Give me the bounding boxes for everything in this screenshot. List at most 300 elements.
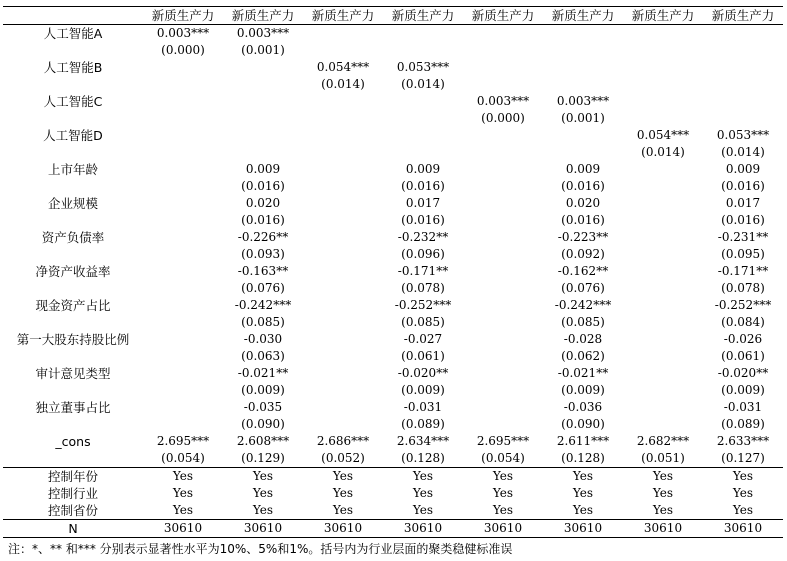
table-cell (623, 178, 703, 195)
row-label (3, 110, 143, 127)
table-cell (303, 25, 383, 43)
table-cell: -0.163** (237, 264, 289, 278)
table-cell (303, 365, 383, 382)
column-header: 新质生产力 (143, 7, 223, 25)
coef-row (3, 127, 783, 144)
table-cell: 30610 (703, 520, 783, 538)
table-cell (303, 280, 383, 297)
table-cell (303, 297, 383, 314)
row-label: 控制省份 (47, 503, 98, 518)
table-cell: Yes (463, 468, 543, 486)
table-cell: 0.020 (245, 196, 281, 210)
row-label: 企业规模 (47, 196, 98, 211)
table-cell (223, 127, 303, 144)
table-cell (623, 399, 703, 416)
row-label: 第一大股东持股比例 (16, 332, 130, 347)
table-cell (303, 382, 383, 399)
coef-row (3, 195, 783, 212)
table-cell: (0.085) (561, 315, 605, 329)
header-row (3, 7, 783, 25)
table-cell: (0.051) (641, 451, 685, 465)
table-cell: (0.014) (721, 145, 765, 159)
table-cell (143, 348, 223, 365)
table-cell (143, 59, 223, 76)
table-cell: Yes (703, 468, 783, 486)
table-cell: 2.686*** (316, 434, 370, 448)
table-cell: 2.695*** (476, 434, 530, 448)
table-cell: Yes (572, 486, 594, 500)
table-cell: (0.096) (401, 247, 445, 261)
coef-row (3, 331, 783, 348)
table-cell: (0.052) (321, 451, 365, 465)
table-cell: 2.611*** (556, 434, 610, 448)
table-cell: 30610 (463, 520, 543, 538)
table-cell: 0.003*** (156, 26, 210, 40)
table-cell (623, 161, 703, 178)
table-cell: 0.054*** (636, 128, 690, 142)
table-cell: -0.252*** (394, 298, 452, 312)
table-cell (623, 212, 703, 229)
table-cell: Yes (412, 486, 434, 500)
control-row (3, 485, 783, 502)
table-cell (303, 348, 383, 365)
se-row (3, 450, 783, 468)
row-label: 现金资产占比 (35, 298, 111, 313)
table-cell: 0.009 (565, 162, 601, 176)
table-cell (383, 127, 463, 144)
table-cell: (0.090) (241, 417, 285, 431)
table-cell: Yes (732, 503, 754, 517)
row-label: 净资产收益率 (35, 264, 111, 279)
table-cell: (0.014) (321, 77, 365, 91)
row-label (3, 212, 143, 229)
table-cell (303, 246, 383, 263)
table-cell: (0.016) (401, 213, 445, 227)
table-cell: 2.608*** (236, 434, 290, 448)
table-cell: (0.054) (481, 451, 525, 465)
table-cell (223, 59, 303, 76)
row-label (3, 280, 143, 297)
table-cell (703, 110, 783, 127)
row-label (3, 42, 143, 59)
table-cell: Yes (623, 468, 703, 486)
table-cell (143, 382, 223, 399)
se-row (3, 348, 783, 365)
table-cell (143, 161, 223, 178)
table-cell (143, 280, 223, 297)
table-cell: (0.001) (241, 43, 285, 57)
table-cell (703, 25, 783, 43)
table-cell: (0.084) (721, 315, 765, 329)
table-cell (463, 42, 543, 59)
table-cell: -0.223** (557, 230, 609, 244)
table-cell (143, 93, 223, 110)
table-cell: 2.633*** (716, 434, 770, 448)
table-cell: 0.009 (405, 162, 441, 176)
table-cell: -0.035 (243, 400, 283, 414)
table-cell: Yes (332, 503, 354, 517)
table-cell: -0.171** (397, 264, 449, 278)
table-cell: -0.026 (723, 332, 763, 346)
table-cell: 30610 (623, 520, 703, 538)
table-cell (463, 178, 543, 195)
table-cell: 30610 (543, 520, 623, 538)
table-cell: (0.128) (561, 451, 605, 465)
table-cell: (0.016) (561, 213, 605, 227)
table-cell: 30610 (383, 520, 463, 538)
table-cell (463, 59, 543, 76)
table-cell: -0.232** (397, 230, 449, 244)
table-cell: 0.017 (405, 196, 441, 210)
table-cell (223, 144, 303, 161)
table-cell (623, 93, 703, 110)
row-label: 人工智能A (43, 26, 103, 41)
coef-row (3, 297, 783, 314)
row-label: 人工智能B (43, 60, 103, 75)
row-label: 资产负债率 (41, 230, 105, 245)
table-cell: (0.016) (241, 213, 285, 227)
table-cell (463, 263, 543, 280)
column-header: 新质生产力 (703, 7, 783, 25)
se-row (3, 212, 783, 229)
row-label (3, 314, 143, 331)
column-header: 新质生产力 (623, 7, 703, 25)
table-cell (463, 212, 543, 229)
table-cell (623, 365, 703, 382)
table-cell: Yes (492, 486, 514, 500)
row-label: N (3, 520, 143, 538)
table-cell: Yes (223, 468, 303, 486)
table-note: 注：*、** 和*** 分别表示显著性水平为10%、5%和1%。括号内为行业层面的聚类稳健标准误 (8, 542, 513, 556)
table-cell: (0.076) (241, 281, 285, 295)
table-cell: 0.017 (725, 196, 761, 210)
table-cell: (0.009) (241, 383, 285, 397)
table-cell (623, 416, 703, 433)
table-cell (383, 25, 463, 43)
table-cell: (0.009) (561, 383, 605, 397)
table-cell: -0.036 (563, 400, 603, 414)
table-cell (143, 297, 223, 314)
row-label (3, 178, 143, 195)
se-row (3, 382, 783, 399)
regression-table (3, 6, 783, 538)
table-cell: (0.078) (721, 281, 765, 295)
table-cell (623, 25, 703, 43)
table-cell: (0.093) (241, 247, 285, 261)
table-cell: (0.078) (401, 281, 445, 295)
table-cell: -0.028 (563, 332, 603, 346)
table-cell: (0.016) (401, 179, 445, 193)
table-cell: (0.000) (481, 111, 525, 125)
table-cell: -0.242*** (554, 298, 612, 312)
table-cell (383, 110, 463, 127)
table-cell: 0.009 (725, 162, 761, 176)
se-row (3, 110, 783, 127)
table-cell: (0.085) (241, 315, 285, 329)
table-cell: 30610 (223, 520, 303, 538)
table-cell: (0.009) (721, 383, 765, 397)
table-cell (463, 365, 543, 382)
table-cell (623, 76, 703, 93)
table-cell (623, 314, 703, 331)
table-cell: (0.016) (561, 179, 605, 193)
table-cell: 0.020 (565, 196, 601, 210)
table-cell: (0.016) (241, 179, 285, 193)
table-cell: (0.061) (401, 349, 445, 363)
table-cell: Yes (252, 486, 274, 500)
table-cell: -0.027 (403, 332, 443, 346)
table-cell: (0.129) (241, 451, 285, 465)
row-label: 人工智能D (43, 128, 103, 143)
table-cell: Yes (332, 486, 354, 500)
table-cell: 0.003*** (236, 26, 290, 40)
column-header: 新质生产力 (383, 7, 463, 25)
table-cell (303, 178, 383, 195)
table-cell: (0.128) (401, 451, 445, 465)
table-cell (143, 127, 223, 144)
table-cell (463, 229, 543, 246)
table-cell (463, 348, 543, 365)
table-cell (143, 246, 223, 263)
row-label (3, 416, 143, 433)
coef-row (3, 25, 783, 43)
column-header: 新质生产力 (543, 7, 623, 25)
table-cell: -0.231** (717, 230, 769, 244)
row-label: 人工智能C (43, 94, 103, 109)
table-cell (623, 42, 703, 59)
table-cell (463, 314, 543, 331)
table-cell (463, 195, 543, 212)
table-cell (463, 161, 543, 178)
table-cell (303, 42, 383, 59)
table-cell: Yes (172, 503, 194, 517)
table-cell (543, 42, 623, 59)
table-cell (223, 76, 303, 93)
row-label (3, 246, 143, 263)
control-row (3, 468, 783, 486)
table-cell (143, 365, 223, 382)
table-cell: (0.016) (721, 213, 765, 227)
table-cell (143, 416, 223, 433)
table-cell (623, 280, 703, 297)
coef-row (3, 399, 783, 416)
coef-row (3, 365, 783, 382)
table-cell: Yes (252, 503, 274, 517)
table-cell (543, 127, 623, 144)
table-cell (223, 110, 303, 127)
row-label (3, 450, 143, 468)
table-cell (143, 331, 223, 348)
table-cell (143, 195, 223, 212)
table-cell (463, 280, 543, 297)
table-cell: (0.089) (721, 417, 765, 431)
table-cell: (0.014) (641, 145, 685, 159)
table-cell: -0.162** (557, 264, 609, 278)
table-cell: Yes (303, 468, 383, 486)
table-cell (623, 110, 703, 127)
coef-row (3, 433, 783, 450)
coef-row (3, 263, 783, 280)
row-label (3, 382, 143, 399)
table-cell (143, 178, 223, 195)
table-cell (623, 331, 703, 348)
table-cell (623, 382, 703, 399)
table-cell (543, 59, 623, 76)
table-cell (703, 93, 783, 110)
table-cell (463, 416, 543, 433)
row-label: 独立董事占比 (35, 400, 111, 415)
table-cell: (0.016) (721, 179, 765, 193)
row-label (3, 348, 143, 365)
table-cell: 0.003*** (556, 94, 610, 108)
table-cell: 0.053*** (716, 128, 770, 142)
row-label: _cons (55, 434, 91, 449)
table-cell (623, 297, 703, 314)
table-cell: 30610 (303, 520, 383, 538)
table-cell: -0.030 (243, 332, 283, 346)
table-cell (463, 331, 543, 348)
table-cell (303, 416, 383, 433)
table-cell: (0.009) (401, 383, 445, 397)
table-cell: Yes (652, 486, 674, 500)
table-cell (383, 93, 463, 110)
table-cell: (0.095) (721, 247, 765, 261)
row-label: 上市年龄 (47, 162, 98, 177)
se-row (3, 416, 783, 433)
table-cell (463, 144, 543, 161)
table-cell (703, 42, 783, 59)
table-cell (303, 314, 383, 331)
se-row (3, 76, 783, 93)
table-cell (463, 127, 543, 144)
table-cell (623, 246, 703, 263)
table-cell: -0.031 (403, 400, 443, 414)
se-row (3, 314, 783, 331)
table-cell: Yes (492, 503, 514, 517)
table-cell (463, 399, 543, 416)
table-cell (303, 263, 383, 280)
table-cell: (0.076) (561, 281, 605, 295)
control-row (3, 502, 783, 520)
table-cell (143, 229, 223, 246)
table-cell: 2.695*** (156, 434, 210, 448)
table-cell: (0.054) (161, 451, 205, 465)
table-cell: Yes (652, 503, 674, 517)
se-row (3, 280, 783, 297)
table-cell (303, 399, 383, 416)
table-cell: -0.171** (717, 264, 769, 278)
table-cell: Yes (143, 468, 223, 486)
table-cell: (0.127) (721, 451, 765, 465)
table-cell (303, 144, 383, 161)
table-cell (303, 331, 383, 348)
table-cell (143, 263, 223, 280)
table-cell (623, 195, 703, 212)
table-cell (703, 76, 783, 93)
table-cell (143, 76, 223, 93)
table-cell: -0.021** (557, 366, 609, 380)
se-row (3, 178, 783, 195)
table-cell (303, 93, 383, 110)
table-cell (703, 59, 783, 76)
n-row (3, 520, 783, 538)
table-cell (383, 144, 463, 161)
table-cell (623, 59, 703, 76)
table-cell (463, 76, 543, 93)
table-cell: Yes (732, 486, 754, 500)
table-cell: Yes (572, 503, 594, 517)
table-cell: (0.092) (561, 247, 605, 261)
se-row (3, 144, 783, 161)
table-cell (303, 127, 383, 144)
table-cell (623, 348, 703, 365)
table-cell: -0.242*** (234, 298, 292, 312)
table-cell: 30610 (143, 520, 223, 538)
table-cell: (0.063) (241, 349, 285, 363)
table-cell: (0.089) (401, 417, 445, 431)
table-cell (383, 42, 463, 59)
table-cell: -0.020** (397, 366, 449, 380)
table-cell (463, 297, 543, 314)
table-cell (543, 144, 623, 161)
table-cell (143, 110, 223, 127)
coef-row (3, 161, 783, 178)
table-cell: Yes (172, 486, 194, 500)
table-cell: 2.682*** (636, 434, 690, 448)
table-cell: 0.054*** (316, 60, 370, 74)
table-cell: Yes (543, 468, 623, 486)
table-cell: 0.053*** (396, 60, 450, 74)
table-cell: Yes (412, 503, 434, 517)
table-cell (463, 25, 543, 43)
row-label (3, 144, 143, 161)
table-cell (543, 76, 623, 93)
table-cell (143, 144, 223, 161)
table-cell: -0.020** (717, 366, 769, 380)
table-cell: (0.085) (401, 315, 445, 329)
coef-row (3, 59, 783, 76)
table-cell: (0.061) (721, 349, 765, 363)
table-cell: -0.031 (723, 400, 763, 414)
row-label (3, 76, 143, 93)
table-cell (143, 399, 223, 416)
table-cell (303, 195, 383, 212)
table-cell: (0.000) (161, 43, 205, 57)
table-cell (463, 246, 543, 263)
row-label: 审计意见类型 (35, 366, 111, 381)
table-cell (303, 110, 383, 127)
table-cell (463, 382, 543, 399)
se-row (3, 246, 783, 263)
table-cell: 0.009 (245, 162, 281, 176)
table-cell (223, 93, 303, 110)
table-cell: (0.062) (561, 349, 605, 363)
table-cell: -0.252*** (714, 298, 772, 312)
column-header: 新质生产力 (303, 7, 383, 25)
table-cell: (0.090) (561, 417, 605, 431)
table-cell (143, 314, 223, 331)
table-cell: (0.014) (401, 77, 445, 91)
table-cell (623, 229, 703, 246)
coef-row (3, 229, 783, 246)
table-cell: 2.634*** (396, 434, 450, 448)
table-cell (143, 212, 223, 229)
column-header: 新质生产力 (463, 7, 543, 25)
table-cell: -0.226** (237, 230, 289, 244)
table-cell (623, 263, 703, 280)
table-cell: -0.021** (237, 366, 289, 380)
table-cell (303, 212, 383, 229)
